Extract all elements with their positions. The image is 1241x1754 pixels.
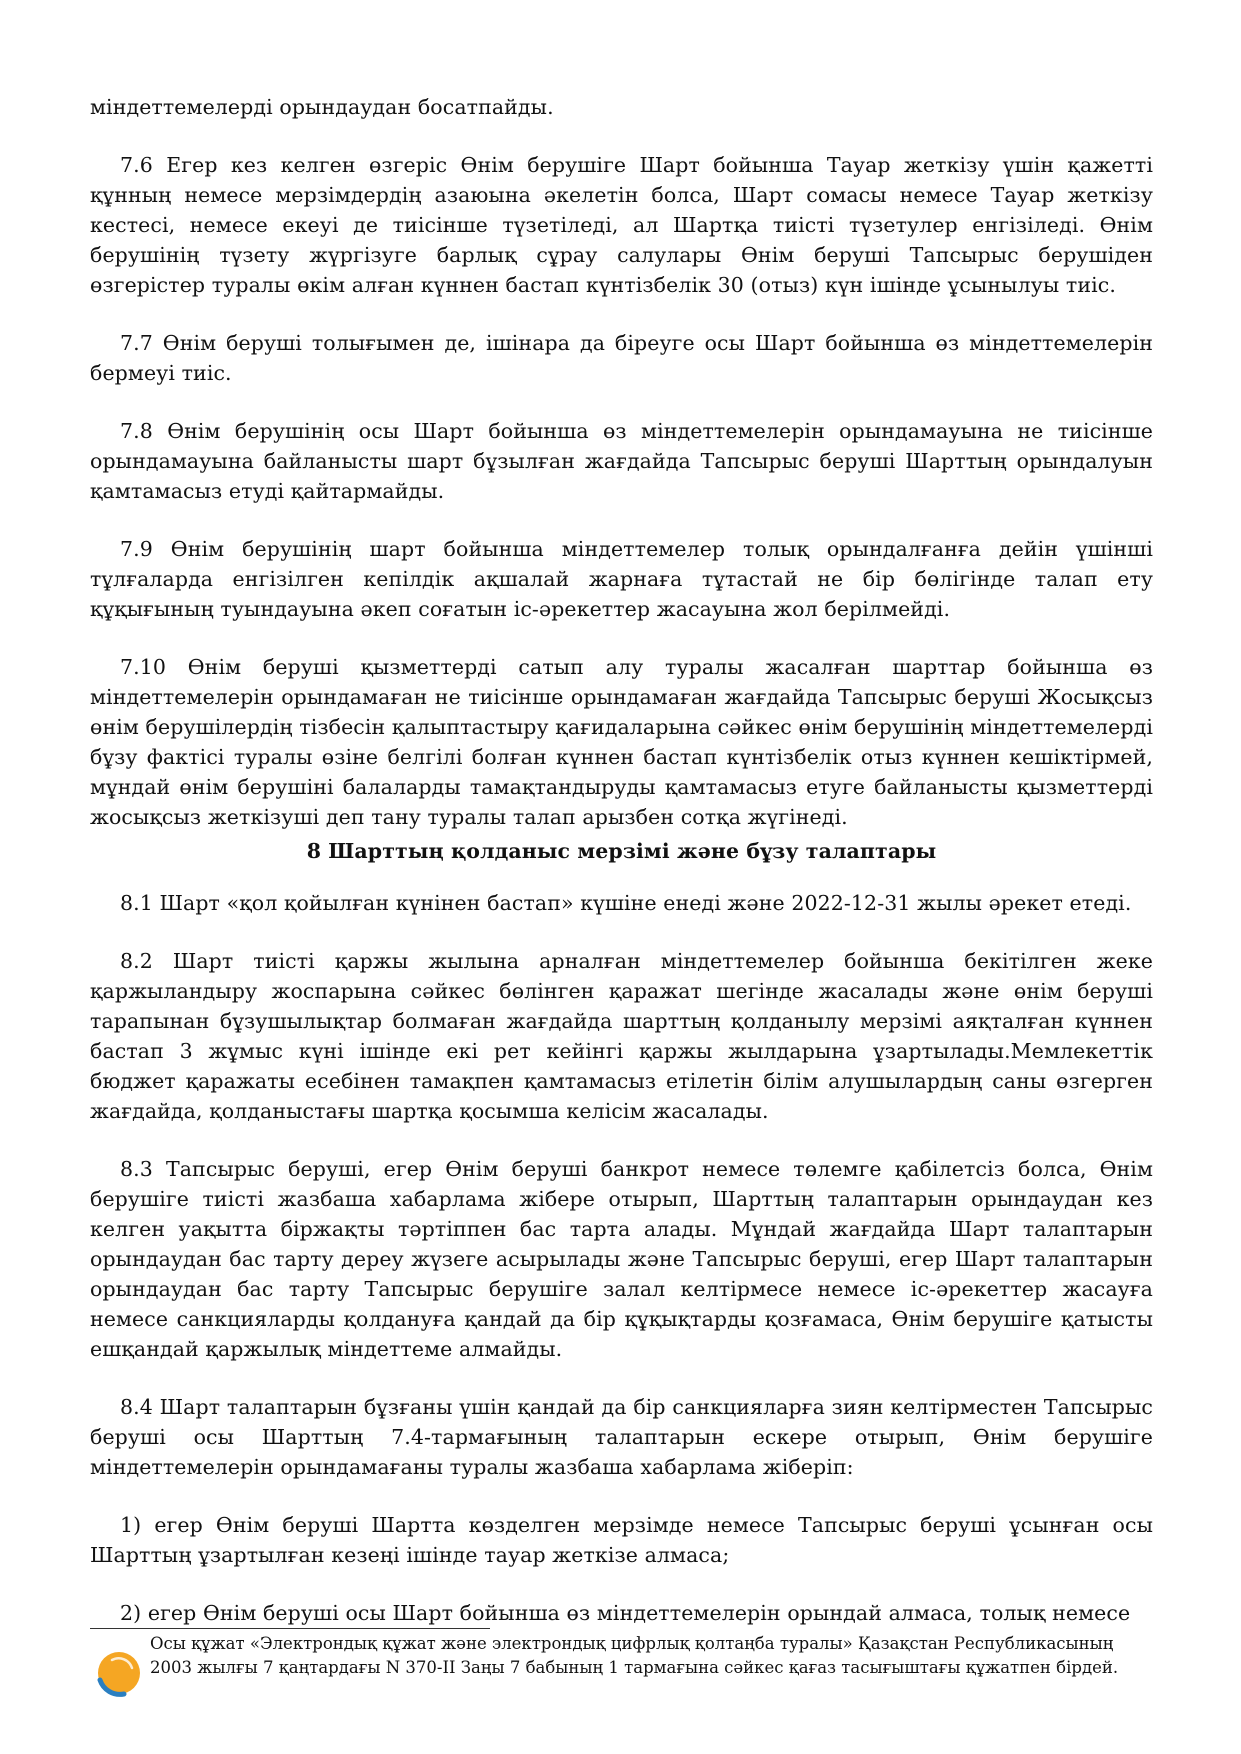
paragraph-7-6: 7.6 Егер кез келген өзгеріс Өнім берушіге Шарт бойынша Тауар жеткізу үшін қажетті құнның немесе мерзімдердің азаюына әкелетін болса, Шарт сомасы немесе Тауар жеткізу кестесі, немесе екеуі де тиісінше түзетіледі, ал Шартқа тиісті түзетулер енгізіледі. Өнім берушінің түзету жүргізуге барлық сұрау салулары Өнім беруші Тапсырыс берушіден өзгерістер туралы өкім алған күннен бастап күнтізбелік 30 (отыз) күн ішінде ұсынылуы тиіс.	[90, 153, 1153, 297]
egov-logo-icon	[94, 1648, 144, 1698]
paragraph-7-8: 7.8 Өнім берушінің осы Шарт бойынша өз міндеттемелерін орындамауына не тиісінше орындамауына байланысты шарт бұзылған жағдайда Тапсырыс беруші Шарттың орындалуын қамтамасыз етуді қайтармайды.	[90, 419, 1153, 503]
paragraph-7-9: 7.9 Өнім берушінің шарт бойынша міндеттемелер толық орындалғанға дейін үшінші тұлғаларда енгізілген кепілдік ақшалай жарнаға тұтастай не бір бөлігінде талап ету құқығының туындауына әкеп соғатын іс-әрекеттер жасауына жол берілмейді.	[90, 537, 1153, 621]
paragraph-7-7: 7.7 Өнім беруші толығымен де, ішінара да біреуге осы Шарт бойынша өз міндеттемелерін бермеуі тиіс.	[90, 331, 1153, 385]
footer-divider	[90, 1628, 490, 1629]
document-body	[90, 92, 1153, 1656]
paragraph-8-1: 8.1 Шарт «қол қойылған күнінен бастап» күшіне енеді және 2022-12-31 жылы әрекет етеді.	[120, 891, 1132, 915]
list-item-8-4-2: 2) егер Өнім беруші осы Шарт бойынша өз міндеттемелерін орындай алмаса, толық немесе	[120, 1601, 1131, 1625]
paragraph-8-4: 8.4 Шарт талаптарын бұзғаны үшін қандай да бір санкцияларға зиян келтірместен Тапсырыс беруші осы Шарттың 7.4-тармағының талаптарын ескере отырып, Өнім берушіге міндеттемелерін орындамағаны туралы жазбаша хабарлама жіберіп:	[90, 1395, 1153, 1479]
paragraph-8-2: 8.2 Шарт тиісті қаржы жылына арналған міндеттемелер бойынша бекітілген жеке қаржыландыру жоспарына сәйкес бөлінген қаражат шегінде жасалады және өнім беруші тарапынан бұзушылықтар болмаған жағдайда шарттың қолданылу мерзімі аяқталған күннен бастап 3 жұмыс күні ішінде екі рет кейінгі қаржы жылдарына ұзартылады.Мемлекеттік бюджет қаражаты есебінен тамақпен қамтамасыз етілетін білім алушылардың саны өзгерген жағдайда, қолданыстағы шартқа қосымша келісім жасалады.	[90, 949, 1153, 1123]
paragraph-7-10: 7.10 Өнім беруші қызметтерді сатып алу туралы жасалған шарттар бойынша өз міндеттемелерін орындамаған не тиісінше орындамаған жағдайда Тапсырыс беруші Жосықсыз өнім берушілердің тізбесін қалыптастыру қағидаларына сәйкес өнім берушінің міндеттемелерді бұзу фактісі туралы өзіне белгілі болған күннен бастап күнтізбелік отыз күннен кешіктірмей, мұндай өнім берушіні балаларды тамақтандыруды қамтамасыз етуге байланысты қызметтерді жосықсыз жеткізуші деп тану туралы талап арызбен сотқа жүгінеді.	[90, 655, 1153, 829]
section-8-heading: 8 Шарттың қолданыс мерзімі және бұзу талаптары	[306, 839, 937, 863]
paragraph-continuation: міндеттемелерді орындаудан босатпайды.	[90, 95, 554, 119]
paragraph-8-3: 8.3 Тапсырыс беруші, егер Өнім беруші банкрот немесе төлемге қабілетсіз болса, Өнім берушіге тиісті жазбаша хабарлама жібере отырып, Шарттың талаптарын орындаудан кез келген уақытта біржақты тәртіппен бас тарта алады. Мұндай жағдайда Шарт талаптарын орындаудан бас тарту дереу жүзеге асырылады және Тапсырыс беруші, егер Шарт талаптарын орындаудан бас тарту Тапсырыс берушіге залал келтірмесе немесе іс-әрекеттер жасауға немесе санкцияларды қолдануға қандай да бір құқықтарды қозғамаса, Өнім берушіге қатысты ешқандай қаржылық міндеттеме алмайды.	[90, 1157, 1153, 1361]
page-footer	[90, 1630, 1153, 1730]
footer-legal-notice: Осы құжат «Электрондық құжат және электрондық цифрлық қолтаңба туралы» Қазақстан Республикасының 2003 жылғы 7 қаңтардағы N 370-II Заңы 7 бабының 1 тармағына сәйкес қағаз тасығыштағы құжатпен бірдей.	[150, 1634, 1119, 1677]
list-item-8-4-1: 1) егер Өнім беруші Шартта көзделген мерзімде немесе Тапсырыс беруші ұсынған осы Шарттың ұзартылған кезеңі ішінде тауар жеткізе алмаса;	[90, 1513, 1153, 1567]
